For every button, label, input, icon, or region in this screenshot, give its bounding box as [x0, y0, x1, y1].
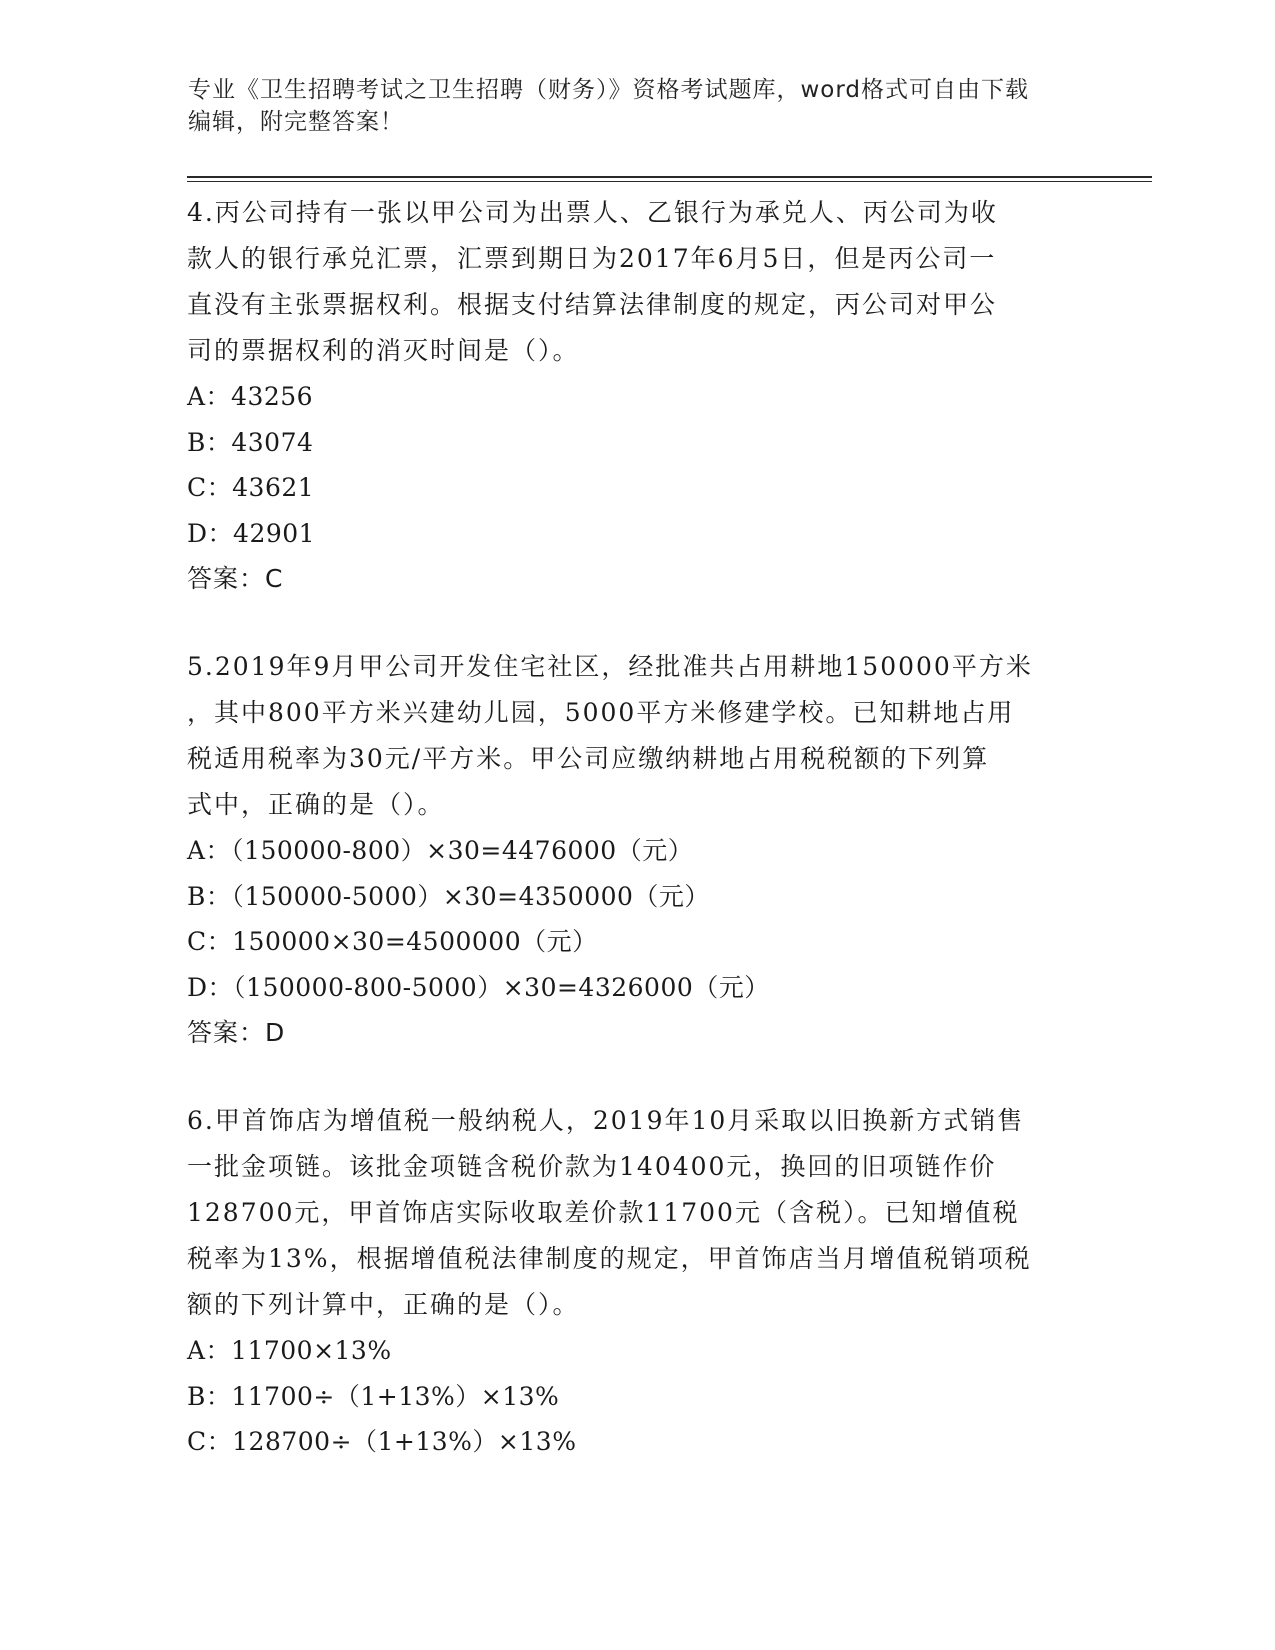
stem-line: 6.甲首饰店为增值税一般纳税人，2019年10月采取以旧换新方式销售 [187, 1106, 1025, 1135]
stem-line: 额的下列计算中，正确的是（）。 [187, 1290, 580, 1319]
answer: 答案：C [187, 564, 284, 593]
question-4 [187, 190, 1087, 602]
question-stem [187, 190, 1087, 374]
option-d: D：42901 [187, 518, 316, 548]
document-header [188, 74, 1088, 138]
stem-line: 5.2019年9月甲公司开发住宅社区，经批准共占用耕地150000平方米 [187, 652, 1033, 681]
header-line-2: 编辑，附完整答案！ [188, 109, 404, 135]
stem-line: 款人的银行承兑汇票，汇票到期日为2017年6月5日，但是丙公司一 [187, 244, 997, 273]
stem-line: 税适用税率为30元/平方米。甲公司应缴纳耕地占用税税额的下列算 [187, 744, 990, 773]
header-divider-thin [187, 181, 1152, 182]
question-5 [187, 644, 1087, 1056]
option-b: B：43074 [187, 427, 314, 457]
answer: 答案：D [187, 1018, 286, 1047]
option-a: A：11700×13% [187, 1336, 392, 1365]
option-d: D：（150000-800-5000）×30=4326000（元） [187, 972, 770, 1002]
option-b: B：11700÷（1+13%）×13% [187, 1381, 560, 1411]
stem-line: 128700元，甲首饰店实际收取差价款11700元（含税）。已知增值税 [187, 1198, 1020, 1227]
header-line-1: 专业《卫生招聘考试之卫生招聘（财务）》资格考试题库，word格式可自由下载 [188, 77, 1030, 103]
header-divider [187, 176, 1152, 178]
option-c: C：43621 [187, 473, 315, 502]
stem-line: 税率为13%，根据增值税法律制度的规定，甲首饰店当月增值税销项税 [187, 1244, 1032, 1273]
question-6 [187, 1098, 1087, 1465]
option-c: C：150000×30=4500000（元） [187, 927, 598, 956]
stem-line: ，其中800平方米兴建幼儿园，5000平方米修建学校。已知耕地占用 [187, 698, 1015, 727]
option-c: C：128700÷（1+13%）×13% [187, 1427, 577, 1456]
question-list [187, 190, 1087, 1507]
question-stem [187, 1098, 1087, 1328]
option-a: A：（150000-800）×30=4476000（元） [187, 836, 694, 865]
question-stem [187, 644, 1087, 828]
stem-line: 式中，正确的是（）。 [187, 790, 445, 819]
option-a: A：43256 [187, 382, 314, 411]
stem-line: 司的票据权利的消灭时间是（）。 [187, 336, 580, 365]
stem-line: 4.丙公司持有一张以甲公司为出票人、乙银行为承兑人、丙公司为收 [187, 198, 998, 227]
stem-line: 直没有主张票据权利。根据支付结算法律制度的规定，丙公司对甲公 [187, 290, 998, 319]
stem-line: 一批金项链。该批金项链含税价款为140400元，换回的旧项链作价 [187, 1152, 997, 1181]
option-b: B：（150000-5000）×30=4350000（元） [187, 881, 710, 911]
